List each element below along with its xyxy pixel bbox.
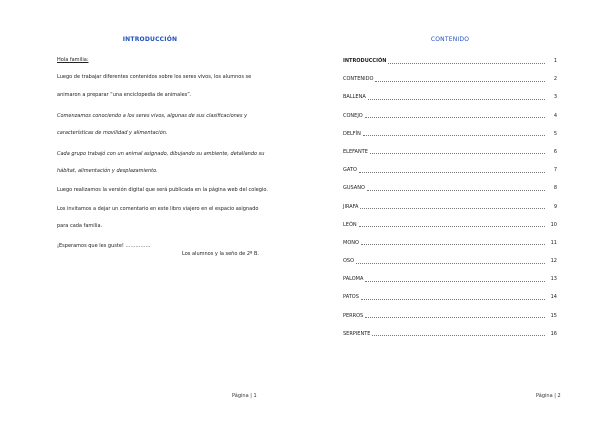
greeting: Hola familia:	[57, 57, 89, 63]
page-title: INTRODUCCIÓN	[122, 36, 178, 43]
toc-leader-dots	[370, 148, 545, 154]
page-number-footer: Página | 1	[232, 393, 257, 399]
toc-entry-page: 7	[553, 167, 557, 174]
toc-entry-label: BALLENA	[343, 94, 366, 101]
toc-entry[interactable]	[343, 276, 557, 294]
toc-entry[interactable]	[343, 76, 557, 94]
toc-entry-page: 11	[550, 239, 557, 246]
paragraph-line: hábitat, alimentación y desplazamiento.	[57, 168, 158, 174]
toc-entry-label: CONEJO	[343, 112, 363, 119]
paragraph-line: animaron a preparar “una enciclopedia de animales”.	[57, 92, 192, 98]
paragraph-line: Luego de trabajar diferentes contenidos sobre los seres vivos, los alumnos se	[57, 74, 252, 80]
toc-leader-dots	[365, 312, 545, 318]
toc-entry-page: 1	[553, 58, 557, 64]
toc-entry-page: 2	[553, 76, 557, 83]
toc-entry[interactable]	[343, 240, 557, 258]
page-contents	[300, 0, 600, 424]
toc-leader-dots	[365, 276, 545, 282]
toc-leader-dots	[367, 185, 545, 191]
toc-entry[interactable]	[343, 258, 557, 276]
toc-entry-label: DELFÍN	[343, 130, 361, 137]
toc-entry-label: JIRAFA	[343, 203, 359, 210]
toc-entry-page: 16	[550, 330, 557, 337]
toc-leader-dots	[359, 221, 545, 227]
toc-entry-label: PALOMA	[343, 276, 364, 283]
paragraph-line: ¡Esperamos que les guste! ……………	[57, 243, 151, 249]
toc-entry-page: 5	[553, 130, 557, 137]
paragraph-line: Los invitamos a dejar un comentario en este libro viajero en el espacio asignado	[57, 206, 259, 212]
toc-entry-label: MONO	[343, 239, 359, 246]
toc-entry-label: PERROS	[343, 312, 364, 319]
toc-leader-dots	[375, 76, 545, 82]
toc-entry[interactable]	[343, 313, 557, 331]
toc-leader-dots	[368, 94, 545, 100]
toc-entry-page: 15	[550, 312, 557, 319]
toc-entry[interactable]	[343, 222, 557, 240]
toc-entry[interactable]	[343, 331, 557, 349]
toc-leader-dots	[359, 167, 545, 173]
toc-leader-dots	[360, 203, 545, 209]
paragraph-line: características de movilidad y alimentación.	[57, 130, 168, 136]
toc-entry-page: 8	[553, 185, 557, 192]
toc-entry-label: SERPIENTE	[343, 330, 371, 337]
toc-entry-label: GUSANO	[343, 185, 365, 192]
toc-entry[interactable]	[343, 167, 557, 185]
toc-entry-label: LEÓN	[343, 221, 357, 228]
paragraph-line: Comenzamos conociendo a los seres vivos, algunas de sus clasificaciones y	[57, 113, 248, 119]
toc-entry-page: 10	[550, 221, 557, 228]
toc-leader-dots	[365, 112, 545, 118]
toc-entry-page: 3	[553, 94, 557, 101]
paragraph-line: Cada grupo trabajó con un animal asignado, dibujando su ambiente, detallando su	[57, 151, 265, 157]
table-of-contents	[343, 58, 557, 349]
paragraph-line: para cada familia.	[57, 223, 103, 229]
toc-leader-dots	[372, 330, 545, 336]
paragraph-line: Luego realizamos la versión digital que será publicada en la página web del colegio.	[57, 187, 268, 193]
page-number-footer: Página | 2	[536, 393, 561, 399]
toc-entry[interactable]	[343, 113, 557, 131]
toc-entry-page: 12	[550, 258, 557, 265]
toc-entry-label: INTRODUCCIÓN	[343, 58, 387, 64]
toc-leader-dots	[388, 58, 545, 64]
toc-entry[interactable]	[343, 131, 557, 149]
toc-entry-page: 4	[553, 112, 557, 119]
toc-entry-page: 14	[550, 294, 557, 301]
toc-entry-label: PATOS	[343, 294, 359, 301]
toc-entry[interactable]	[343, 58, 557, 76]
toc-leader-dots	[363, 130, 545, 136]
toc-leader-dots	[356, 258, 545, 264]
toc-leader-dots	[361, 239, 545, 245]
toc-entry-label: CONTENIDO	[343, 76, 374, 83]
page-title: CONTENIDO	[430, 36, 470, 43]
toc-entry[interactable]	[343, 94, 557, 112]
toc-entry-label: OSO	[343, 258, 355, 265]
toc-entry-page: 6	[553, 148, 557, 155]
signature: Los alumnos y la seño de 2º B.	[182, 251, 259, 257]
toc-entry[interactable]	[343, 204, 557, 222]
toc-entry[interactable]	[343, 149, 557, 167]
toc-leader-dots	[361, 294, 545, 300]
toc-entry[interactable]	[343, 294, 557, 312]
toc-entry[interactable]	[343, 185, 557, 203]
toc-entry-page: 13	[550, 276, 557, 283]
toc-entry-label: ELEFANTE	[343, 148, 368, 155]
toc-entry-label: GATO	[343, 167, 357, 174]
toc-entry-page: 9	[553, 203, 557, 210]
